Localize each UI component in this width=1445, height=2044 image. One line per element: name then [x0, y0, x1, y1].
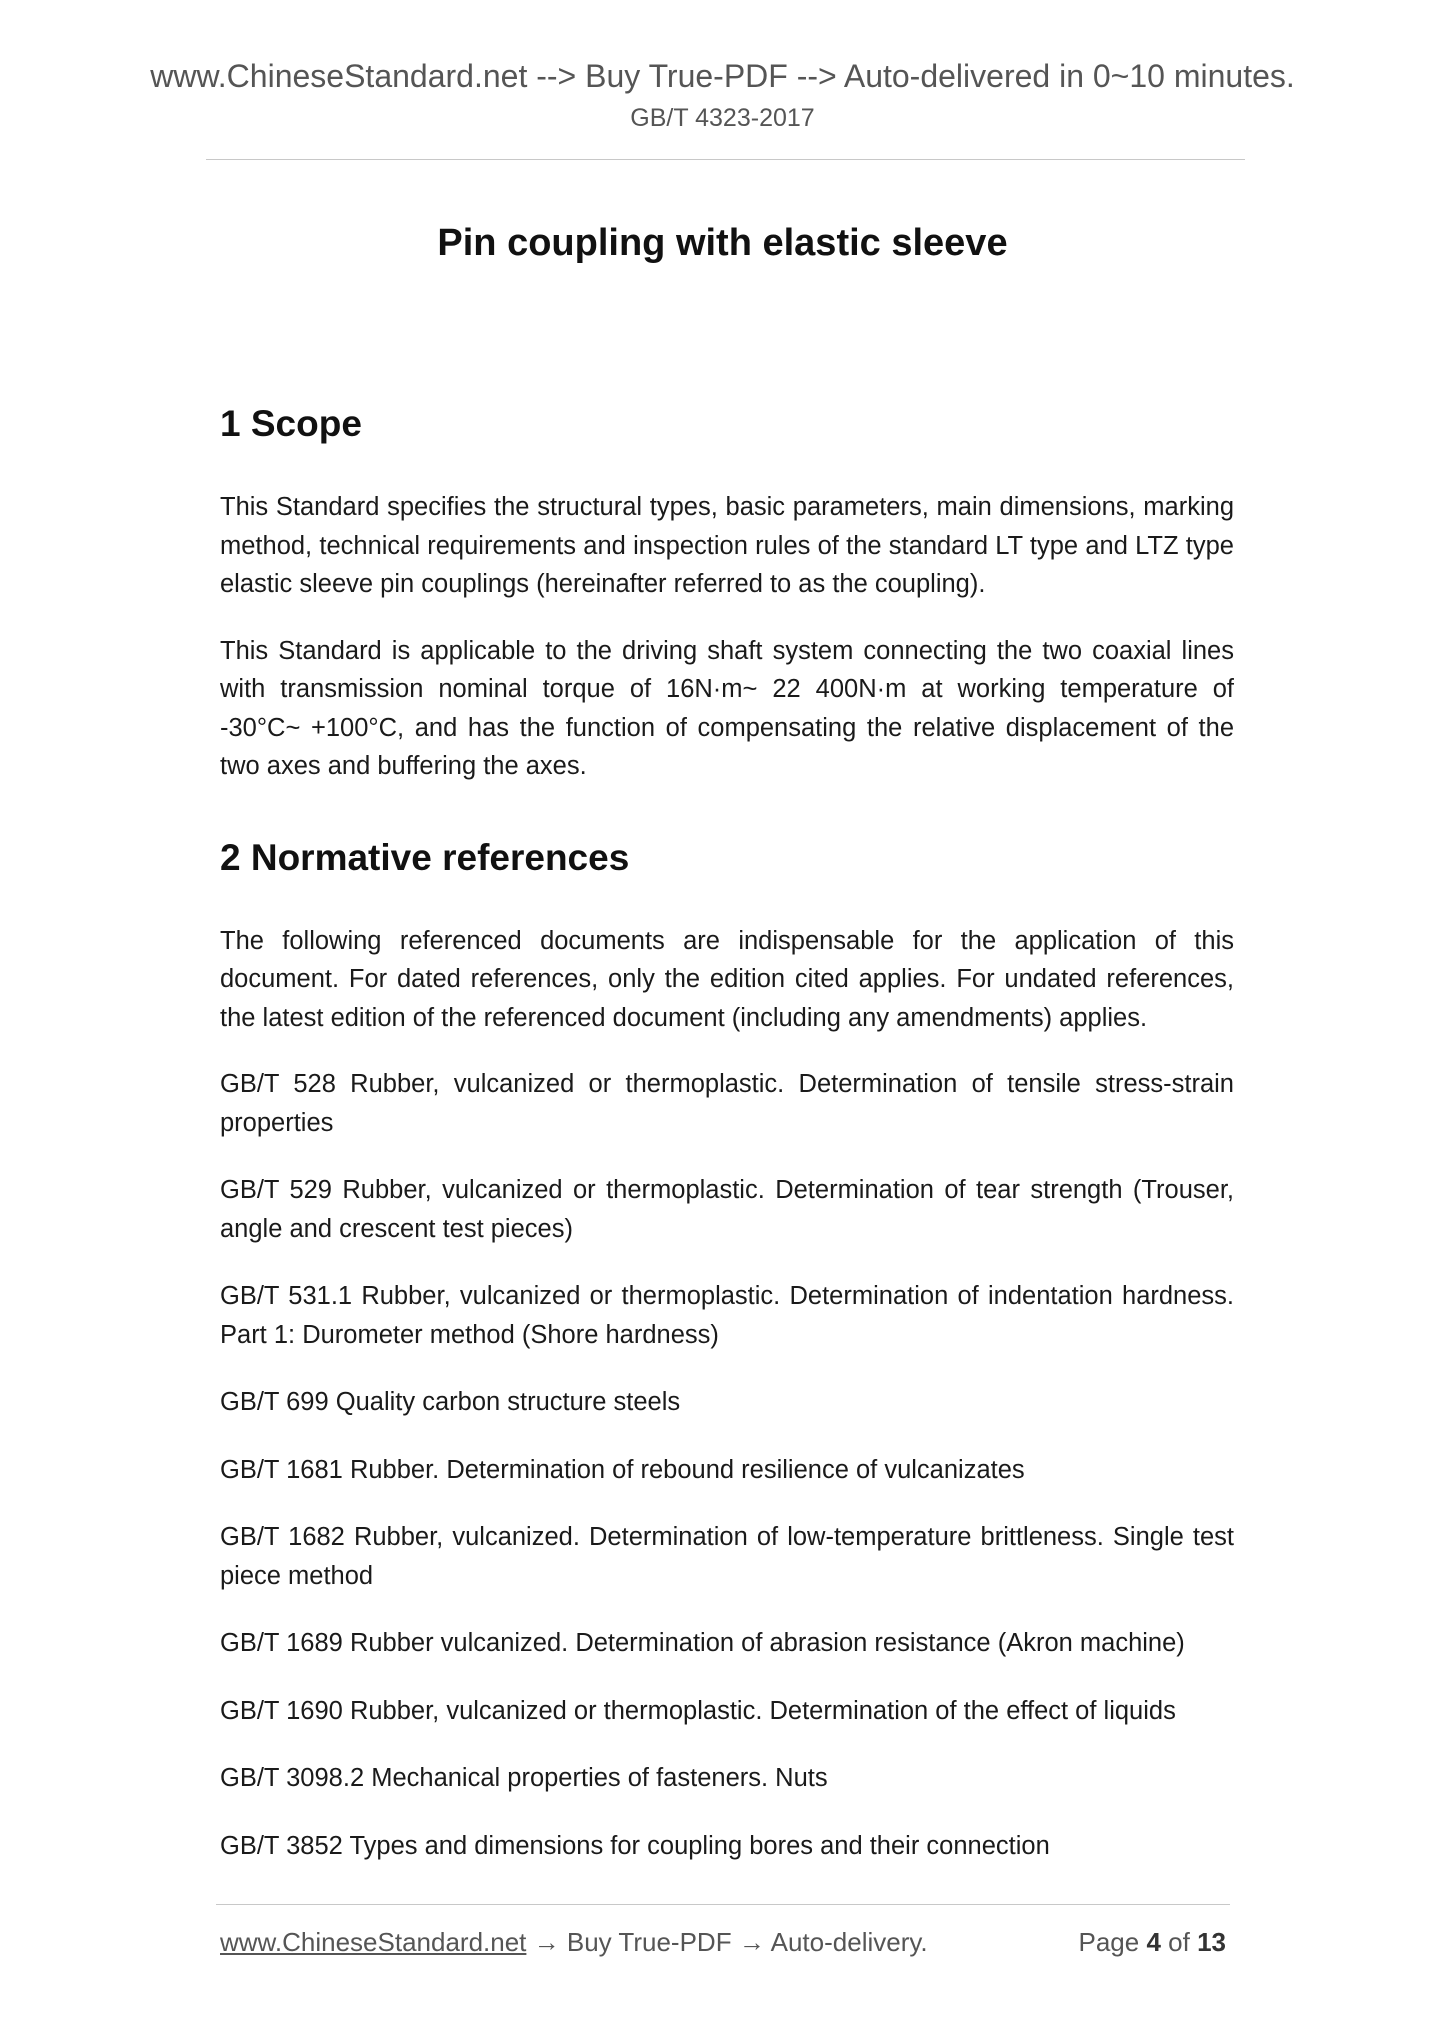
normative-references-intro: The following referenced documents are indispensable for the application of this document. For dated references, only the edition cited applies. For undated references, the latest edition of the referenced document (including any amendments) applies. — [220, 926, 1234, 1032]
footer-site-link[interactable]: www.ChineseStandard.net — [220, 1927, 527, 1957]
arrow-right-icon: → — [533, 1927, 560, 1957]
arrow-right-icon: → — [738, 1927, 765, 1957]
reference-item: GB/T 1682 Rubber, vulcanized. Determination of low-temperature brittleness. Single test piece method — [220, 1523, 1234, 1590]
total-pages-number: 13 — [1197, 1927, 1226, 1957]
footer-buy-text: Buy True-PDF — [566, 1927, 732, 1957]
reference-item: GB/T 1681 Rubber. Determination of rebound resilience of vulcanizates — [220, 1455, 1025, 1484]
scope-paragraph: This Standard is applicable to the driving shaft system connecting the two coaxial lines with transmission nominal torque of 16N·m~ 22 400N·m at working temperature of -30°C~ +100°C, and has the function of compensating the relative displacement of the two axes and buffering the axes. — [220, 636, 1234, 780]
reference-item: GB/T 699 Quality carbon structure steels — [220, 1388, 681, 1416]
footer-divider — [216, 1904, 1230, 1905]
scope-paragraph: This Standard specifies the structural types, basic parameters, main dimensions, marking method, technical requirements and inspection rules of the standard LT type and LTZ type elastic sleeve pin couplings (hereinafter referred to as the coupling). — [220, 493, 1234, 598]
header-banner: www.ChineseStandard.net --> Buy True-PDF --> Auto-delivered in 0~10 minutes. — [150, 58, 1295, 94]
page-footer — [220, 1922, 1226, 1962]
reference-list — [220, 1065, 1234, 1865]
footer-promo — [220, 1922, 928, 1962]
section-heading-scope: 1 Scope — [220, 403, 362, 444]
header-divider — [206, 159, 1245, 160]
section-heading-normative-references: 2 Normative references — [220, 836, 630, 878]
page-word: Page — [1078, 1927, 1140, 1957]
footer-delivery-text: Auto-delivery. — [770, 1927, 928, 1957]
reference-item: GB/T 531.1 Rubber, vulcanized or thermoplastic. Determination of indentation hardness. Part 1: Durometer method (Shore hardness) — [220, 1282, 1234, 1349]
reference-item: GB/T 528 Rubber, vulcanized or thermoplastic. Determination of tensile stress-strain properties — [220, 1070, 1234, 1137]
page-header — [0, 56, 1445, 134]
document-title: Pin coupling with elastic sleeve — [437, 222, 1008, 264]
of-word: of — [1168, 1927, 1190, 1957]
current-page-number: 4 — [1146, 1927, 1161, 1957]
reference-item: GB/T 3098.2 Mechanical properties of fasteners. Nuts — [220, 1764, 828, 1792]
reference-item: GB/T 1689 Rubber vulcanized. Determination of abrasion resistance (Akron machine) — [220, 1629, 1185, 1657]
document-body — [220, 400, 1234, 1894]
page-indicator — [1078, 1922, 1226, 1962]
reference-item: GB/T 529 Rubber, vulcanized or thermoplastic. Determination of tear strength (Trouser, angle and crescent test pieces) — [220, 1176, 1234, 1243]
reference-item: GB/T 3852 Types and dimensions for coupling bores and their connection — [220, 1831, 1050, 1860]
standard-code: GB/T 4323-2017 — [630, 104, 815, 132]
reference-item: GB/T 1690 Rubber, vulcanized or thermoplastic. Determination of the effect of liquids — [220, 1696, 1176, 1725]
